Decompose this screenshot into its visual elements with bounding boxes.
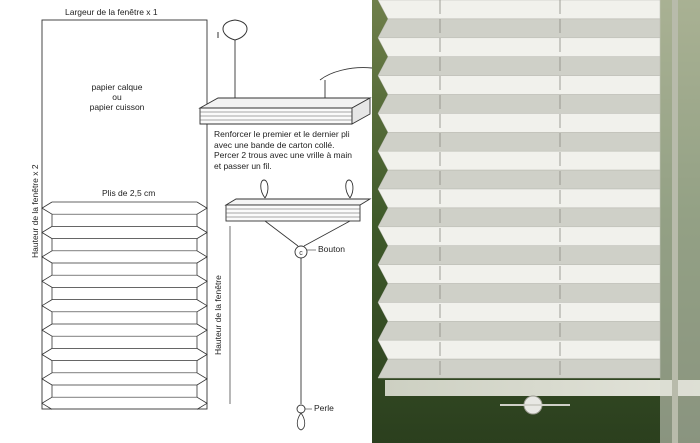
width-label: Largeur de la fenêtre x 1 — [65, 7, 158, 17]
blind-pleat — [378, 265, 660, 284]
blind-pleat — [378, 113, 660, 132]
blind-pleat — [378, 340, 660, 359]
blind-pleat — [378, 132, 660, 151]
paper-line-2: ou — [112, 91, 122, 102]
blind-pleat — [378, 0, 660, 19]
frame-edge — [672, 0, 678, 443]
blind-pleat — [378, 19, 660, 38]
blind-pleat — [378, 57, 660, 76]
paper-line-1: papier calque — [91, 82, 143, 92]
blind-pleat — [378, 170, 660, 189]
blind-pleat — [378, 95, 660, 114]
button-label: Bouton — [318, 244, 345, 254]
bead-label: Perle — [314, 403, 334, 413]
height-x2-label: Hauteur de la fenêtre x 2 — [30, 164, 40, 258]
blind-pleat — [378, 208, 660, 227]
blind-pleat — [378, 76, 660, 95]
window-sill — [385, 380, 700, 396]
blind-pleat — [378, 246, 660, 265]
blind-pleat — [378, 38, 660, 57]
blind-pleat — [378, 359, 660, 378]
fold-size-label: Plis de 2,5 cm — [102, 188, 156, 198]
blind-pleat — [378, 321, 660, 340]
blind-pleat — [378, 227, 660, 246]
instructions-text: Renforcer le premier et le dernier pli avec une bande de carton collé. Percer 2 trous avec une vrille à main et passer un fil. — [214, 129, 352, 171]
blind-pleat — [378, 151, 660, 170]
blind-pleat — [378, 189, 660, 208]
window-height-label: Hauteur de la fenêtre — [213, 275, 223, 355]
blind-pleat — [378, 284, 660, 303]
blind-pleat — [378, 302, 660, 321]
button-glyph: c — [299, 250, 303, 257]
paper-blind — [378, 0, 660, 378]
paper-line-3: papier cuisson — [89, 101, 145, 112]
window-frame-right — [660, 0, 700, 443]
